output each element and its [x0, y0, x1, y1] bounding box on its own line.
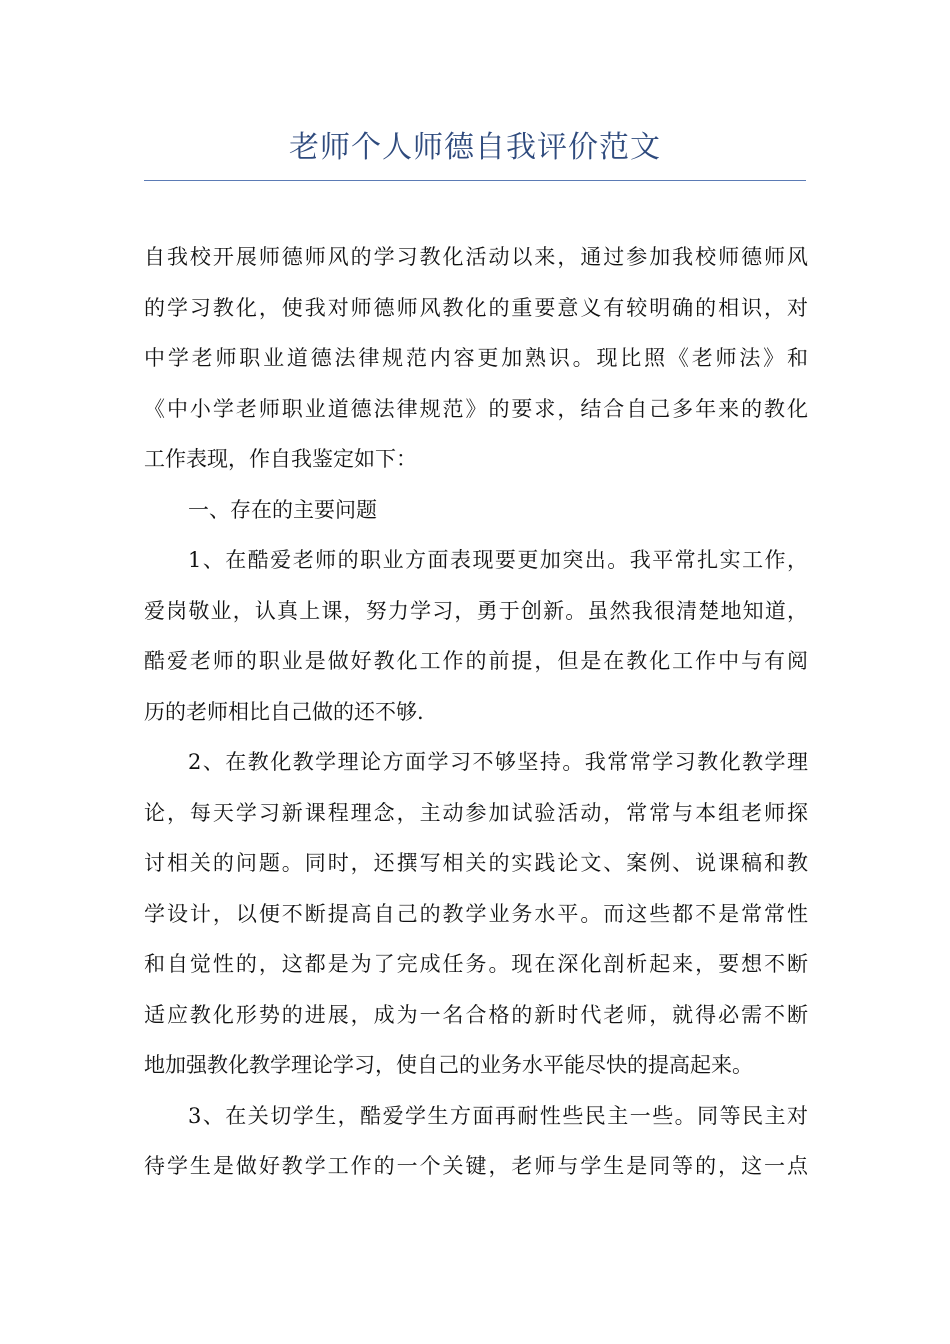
paragraph-line: 讨相关的问题。同时，还撰写相关的实践论文、案例、说课稿和教: [144, 851, 808, 875]
paragraph-line: 3、在关切学生，酷爱学生方面再耐性些民主一些。同等民主对: [188, 1103, 808, 1128]
paragraph-line: 自我校开展师德师风的学习教化活动以来，通过参加我校师德师风: [144, 245, 808, 269]
paragraph-line: 学设计，以便不断提高自己的教学业务水平。而这些都不是常常性: [144, 901, 808, 926]
paragraph-line: 论，每天学习新课程理念，主动参加试验活动，常常与本组老师探: [144, 800, 808, 825]
document-body: [144, 232, 808, 1192]
section-heading: 一、存在的主要问题: [188, 497, 377, 522]
document-title: 老师个人师德自我评价范文: [289, 130, 661, 165]
paragraph-line: 地加强教化教学理论学习，使自己的业务水平能尽快的提高起来。: [144, 1053, 753, 1077]
paragraph-line: 适应教化形势的进展，成为一名合格的新时代老师，就得必需不断: [144, 1002, 808, 1027]
paragraph-line: 的学习教化，使我对师德师风教化的重要意义有较明确的相识，对: [144, 295, 808, 320]
paragraph-line: 1、在酷爱老师的职业方面表现要更加突出。我平常扎实工作，: [188, 548, 808, 572]
title-underline: [144, 180, 806, 181]
paragraph-line: 历的老师相比自己做的还不够.: [144, 699, 424, 724]
paragraph-line: 和自觉性的，这都是为了完成任务。现在深化剖析起来，要想不断: [144, 952, 808, 976]
paragraph-line: 《中小学老师职业道德法律规范》的要求，结合自己多年来的教化: [144, 396, 808, 421]
paragraph-line: 待学生是做好教学工作的一个关键，老师与学生是同等的，这一点: [144, 1154, 808, 1178]
paragraph-line: 工作表现，作自我鉴定如下：: [144, 447, 417, 471]
paragraph-line: 2、在教化教学理论方面学习不够坚持。我常常学习教化教学理: [188, 750, 808, 774]
paragraph-line: 酷爱老师的职业是做好教化工作的前提，但是在教化工作中与有阅: [144, 649, 808, 673]
paragraph-line: 中学老师职业道德法律规范内容更加熟识。现比照《老师法》和: [144, 346, 808, 370]
paragraph-line: 爱岗敬业，认真上课，努力学习，勇于创新。虽然我很清楚地知道，: [144, 598, 808, 623]
